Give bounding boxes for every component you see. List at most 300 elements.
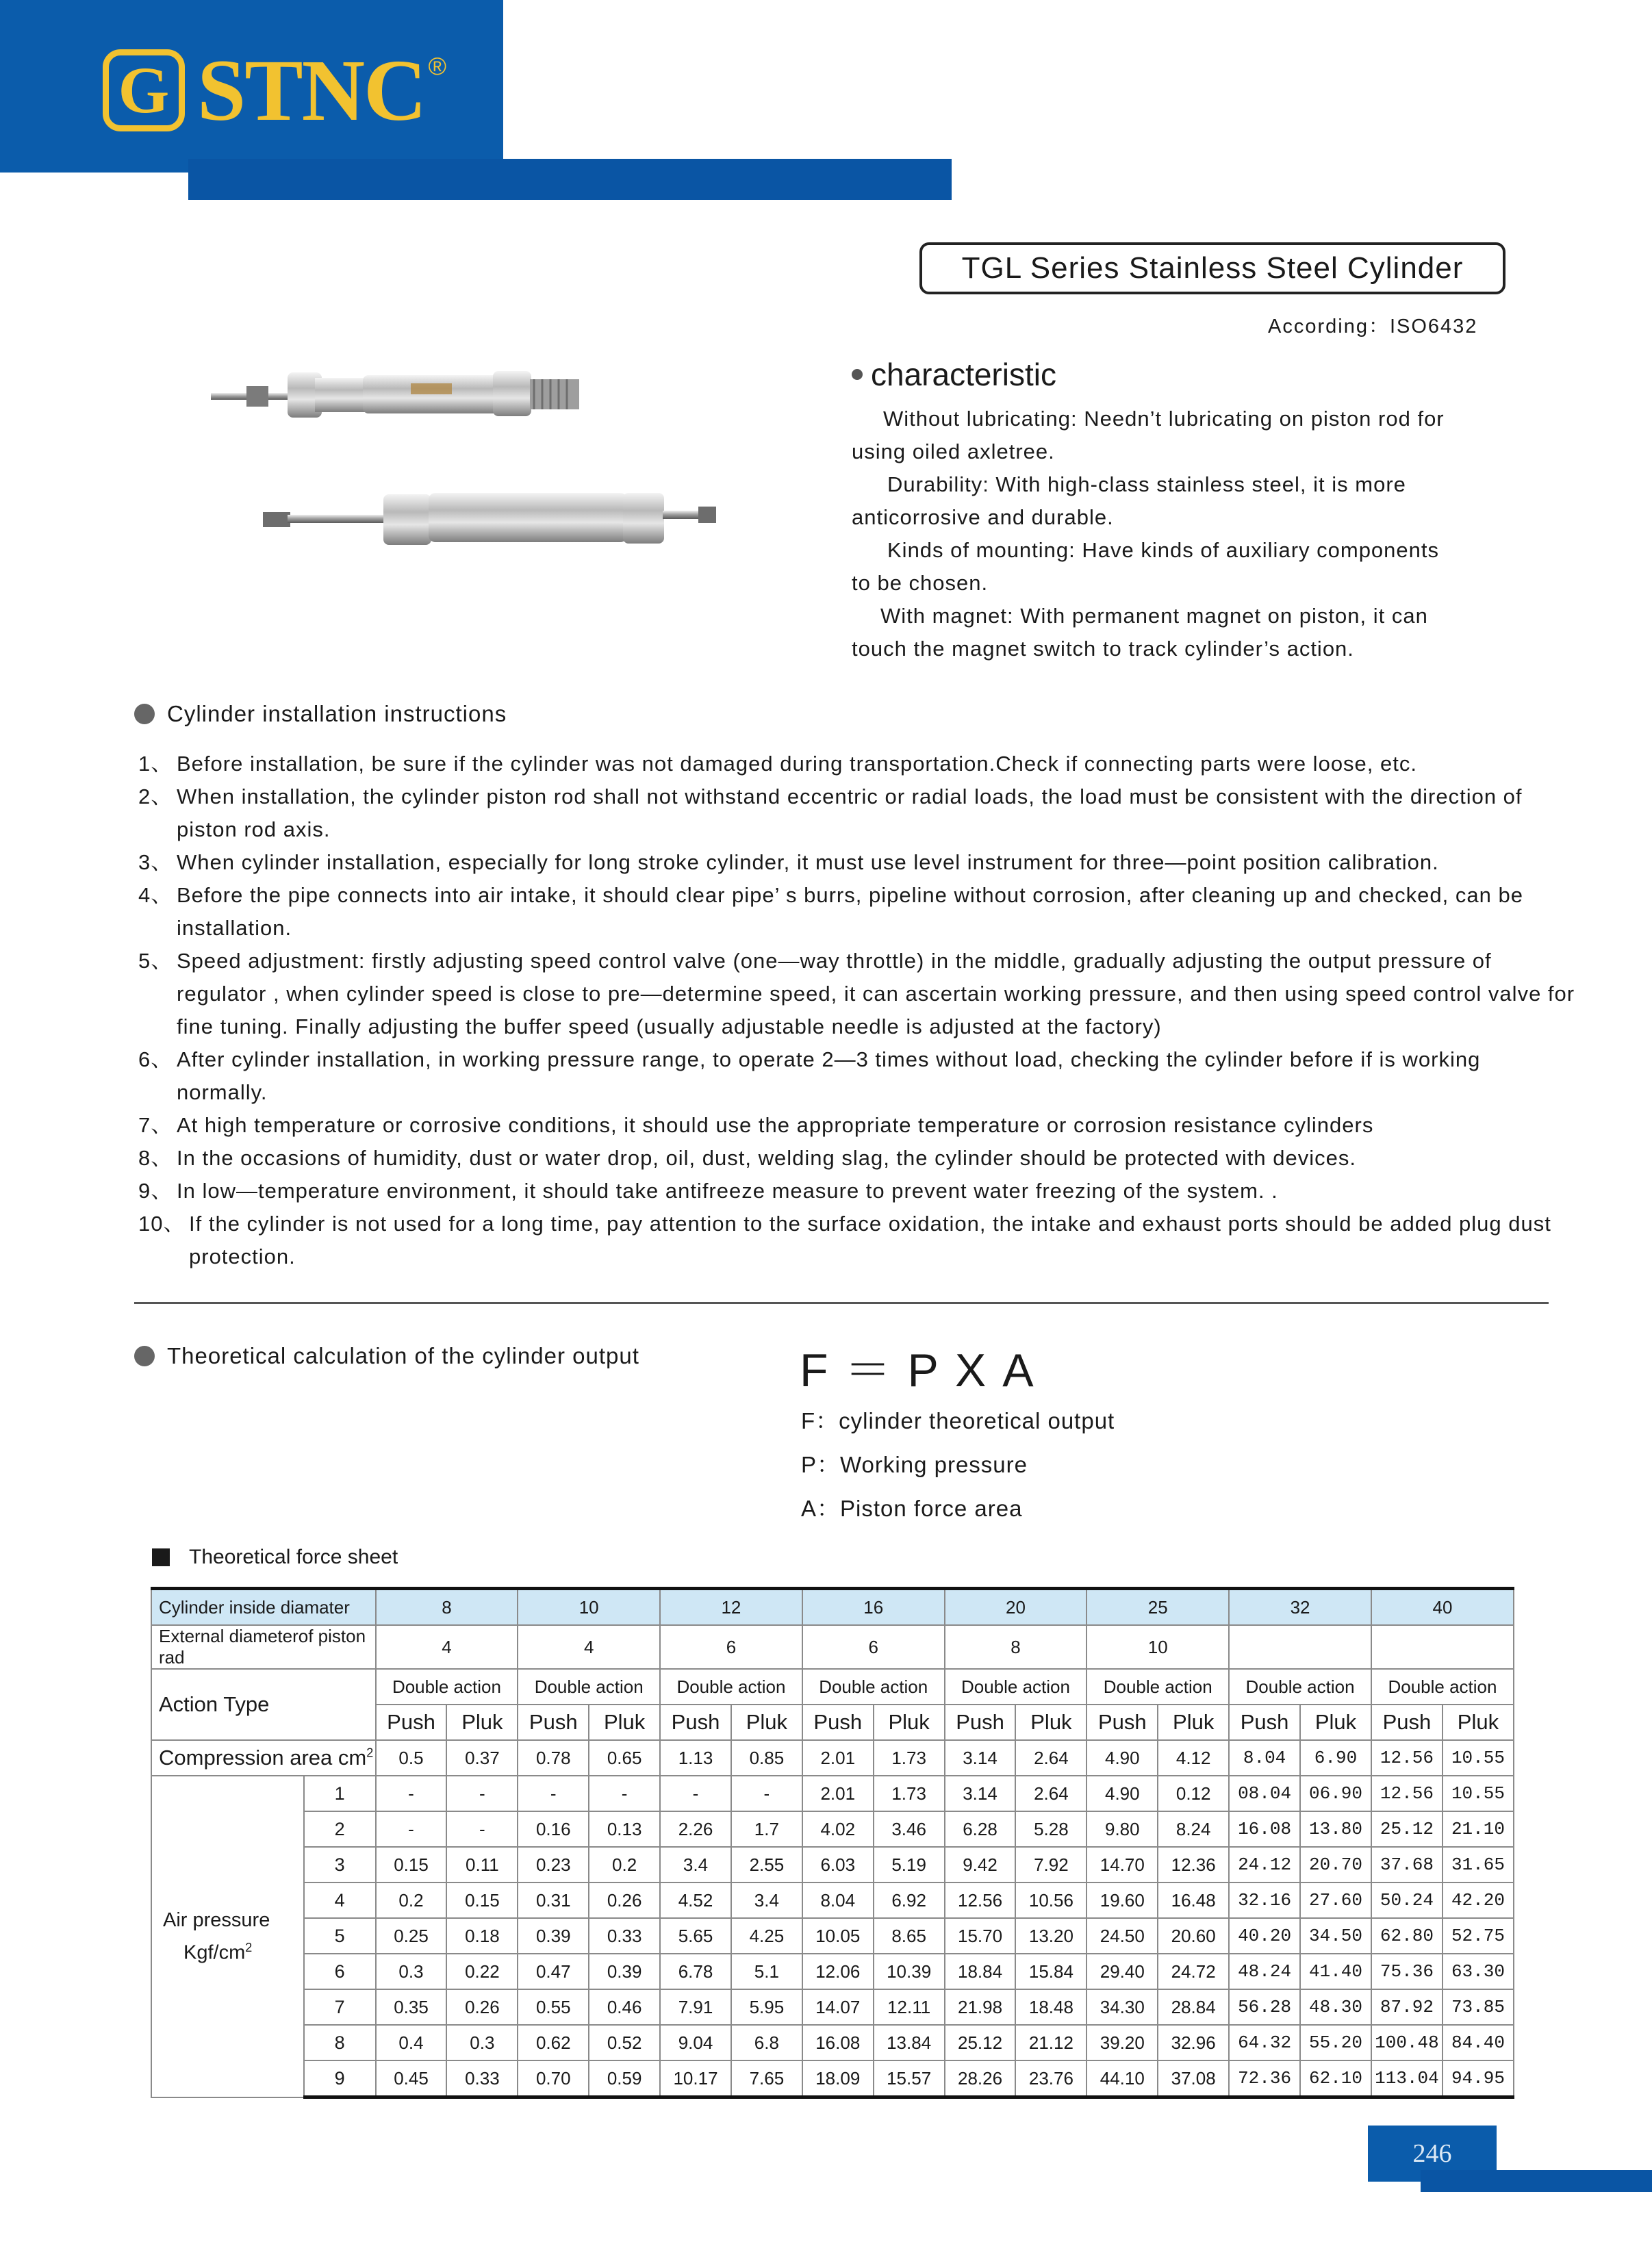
force-table — [151, 1587, 1514, 2099]
force-value: 0.39 — [589, 1954, 660, 1989]
force-value: 15.70 — [945, 1918, 1016, 1954]
rod-diameter-cell: 10 — [1086, 1625, 1229, 1669]
item-number: 5、 — [138, 949, 173, 973]
force-value: 42.20 — [1443, 1882, 1514, 1918]
force-value: 64.32 — [1229, 2025, 1300, 2060]
force-value: 8.24 — [1158, 1811, 1229, 1847]
pressure-value: 2 — [304, 1811, 376, 1847]
air-pressure-unit-text: Kgf/cm — [183, 1941, 246, 1964]
force-value: 2.55 — [731, 1847, 802, 1882]
item-number: 7、 — [138, 1113, 173, 1137]
force-value: 5.95 — [731, 1989, 802, 2025]
force-value: 3.4 — [660, 1847, 731, 1882]
diameter-cell: 20 — [945, 1589, 1087, 1626]
air-pressure-text: Air pressure — [163, 1909, 270, 1931]
force-formula: F＝PXA — [800, 1344, 1050, 1396]
characteristic-heading-text: characteristic — [871, 357, 1056, 392]
area-value: 0.5 — [376, 1740, 447, 1776]
pluk-header: Pluk — [1158, 1705, 1229, 1740]
force-value: 7.65 — [731, 2060, 802, 2097]
force-value: 6.8 — [731, 2025, 802, 2060]
force-value: 8.04 — [802, 1882, 874, 1918]
item-text: If the cylinder is not used for a long time, pay attention to the surface oxidation, the intake and exhaust ports should be added plug dust protection. — [189, 1212, 1551, 1268]
force-value: 6.28 — [945, 1811, 1016, 1847]
pluk-header: Pluk — [446, 1705, 518, 1740]
bullet-icon — [852, 369, 863, 380]
item-text: After cylinder installation, in working pressure range, to operate 2—3 times without load, checking the cylinder before if is working normally. — [177, 1047, 1481, 1104]
area-value: 2.64 — [1015, 1740, 1086, 1776]
action-type-cell: Double action — [376, 1669, 518, 1705]
table-row — [151, 1589, 1514, 1626]
characteristic-heading — [852, 356, 1056, 393]
list-item — [138, 1142, 1576, 1175]
force-value: 0.26 — [589, 1882, 660, 1918]
characteristic-line: to be chosen. — [852, 571, 989, 595]
item-text: Before the pipe connects into air intake, it should clear pipe’ s burrs, pipeline without corrosion, after cleaning up and checked, can be installation. — [177, 883, 1523, 940]
pluk-header: Pluk — [1015, 1705, 1086, 1740]
stnc-logo — [103, 42, 446, 139]
area-value: 1.13 — [660, 1740, 731, 1776]
installation-heading-text: Cylinder installation instructions — [167, 701, 507, 726]
push-header: Push — [518, 1705, 589, 1740]
force-sheet-title-text: Theoretical force sheet — [189, 1546, 398, 1568]
area-value: 4.12 — [1158, 1740, 1229, 1776]
action-type-cell: Double action — [1371, 1669, 1514, 1705]
force-value: - — [446, 1776, 518, 1811]
force-value: 24.12 — [1229, 1847, 1300, 1882]
action-type-cell: Double action — [1229, 1669, 1371, 1705]
air-pressure-unit — [163, 1934, 303, 1967]
table-row — [151, 1811, 1514, 1847]
force-value: 27.60 — [1300, 1882, 1371, 1918]
table-row — [151, 2025, 1514, 2060]
section-divider — [134, 1302, 1549, 1304]
force-value: 24.72 — [1158, 1954, 1229, 1989]
diameter-cell: 16 — [802, 1589, 945, 1626]
diameter-cell: 8 — [376, 1589, 518, 1626]
force-value: 1.7 — [731, 1811, 802, 1847]
force-value: 4.25 — [731, 1918, 802, 1954]
table-row — [151, 1954, 1514, 1989]
area-value: 0.37 — [446, 1740, 518, 1776]
force-value: 14.70 — [1086, 1847, 1158, 1882]
force-value: 0.33 — [589, 1918, 660, 1954]
force-value: 0.22 — [446, 1954, 518, 1989]
item-text: In the occasions of humidity, dust or water drop, oil, dust, welding slag, the cylinder should be protected with devices. — [177, 1146, 1356, 1170]
force-value: 28.84 — [1158, 1989, 1229, 2025]
push-header: Push — [1086, 1705, 1158, 1740]
footer-bar — [1421, 2170, 1652, 2192]
force-value: 10.05 — [802, 1918, 874, 1954]
force-value: 15.84 — [1015, 1954, 1086, 1989]
force-value: 18.84 — [945, 1954, 1016, 1989]
area-value: 3.14 — [945, 1740, 1016, 1776]
pressure-value: 8 — [304, 2025, 376, 2060]
characteristic-line: Kinds of mounting: Have kinds of auxiliary components — [887, 538, 1440, 562]
force-value: 0.52 — [589, 2025, 660, 2060]
force-value: 3.14 — [945, 1776, 1016, 1811]
force-value: 31.65 — [1443, 1847, 1514, 1882]
force-value: 5.1 — [731, 1954, 802, 1989]
pluk-header: Pluk — [731, 1705, 802, 1740]
force-value: 9.42 — [945, 1847, 1016, 1882]
push-header: Push — [376, 1705, 447, 1740]
force-value: 0.25 — [376, 1918, 447, 1954]
item-number: 1、 — [138, 752, 173, 776]
force-value: 10.17 — [660, 2060, 731, 2097]
force-value: 12.06 — [802, 1954, 874, 1989]
list-item — [138, 846, 1576, 879]
force-value: 100.48 — [1371, 2025, 1443, 2060]
force-value: 1.73 — [874, 1776, 945, 1811]
force-value: 0.15 — [446, 1882, 518, 1918]
force-value: 48.24 — [1229, 1954, 1300, 1989]
item-text: In low—temperature environment, it should take antifreeze measure to prevent water freezing of the system. . — [177, 1179, 1278, 1203]
force-value: 63.30 — [1443, 1954, 1514, 1989]
force-value: 113.04 — [1371, 2060, 1443, 2097]
row-label-compression-area — [151, 1740, 376, 1776]
force-value: 0.31 — [518, 1882, 589, 1918]
force-value: 62.10 — [1300, 2060, 1371, 2097]
force-value: 52.75 — [1443, 1918, 1514, 1954]
force-value: 18.48 — [1015, 1989, 1086, 2025]
item-number: 8、 — [138, 1146, 173, 1170]
force-value: 08.04 — [1229, 1776, 1300, 1811]
force-value: 21.12 — [1015, 2025, 1086, 2060]
list-item — [138, 1208, 1576, 1273]
area-value: 0.78 — [518, 1740, 589, 1776]
rod-diameter-cell: 6 — [802, 1625, 945, 1669]
force-value: 5.65 — [660, 1918, 731, 1954]
force-value: 7.91 — [660, 1989, 731, 2025]
force-value: 12.36 — [1158, 1847, 1229, 1882]
force-value: 15.57 — [874, 2060, 945, 2097]
rod-diameter-cell: 4 — [376, 1625, 518, 1669]
action-type-cell: Double action — [518, 1669, 660, 1705]
force-value: - — [446, 1811, 518, 1847]
force-value: 8.65 — [874, 1918, 945, 1954]
area-value: 2.01 — [802, 1740, 874, 1776]
diameter-cell: 32 — [1229, 1589, 1371, 1626]
force-value: 3.4 — [731, 1882, 802, 1918]
force-value: 6.78 — [660, 1954, 731, 1989]
force-value: 16.08 — [802, 2025, 874, 2060]
force-value: - — [589, 1776, 660, 1811]
force-value: 0.33 — [446, 2060, 518, 2097]
installation-heading — [134, 701, 507, 727]
table-row — [151, 1882, 1514, 1918]
rod-diameter-cell — [1371, 1625, 1514, 1669]
force-value: 48.30 — [1300, 1989, 1371, 2025]
action-type-cell: Double action — [802, 1669, 945, 1705]
rod-diameter-cell: 8 — [945, 1625, 1087, 1669]
action-type-cell: Double action — [945, 1669, 1087, 1705]
diameter-cell: 25 — [1086, 1589, 1229, 1626]
force-value: 32.96 — [1158, 2025, 1229, 2060]
force-value: 21.98 — [945, 1989, 1016, 2025]
area-value: 12.56 — [1371, 1740, 1443, 1776]
force-value: 0.12 — [1158, 1776, 1229, 1811]
force-value: 12.56 — [1371, 1776, 1443, 1811]
item-number: 6、 — [138, 1047, 173, 1071]
force-value: 75.36 — [1371, 1954, 1443, 1989]
characteristic-line: touch the magnet switch to track cylinder’s action. — [852, 637, 1354, 661]
force-value: 40.20 — [1229, 1918, 1300, 1954]
force-value: 20.70 — [1300, 1847, 1371, 1882]
force-value: 84.40 — [1443, 2025, 1514, 2060]
pressure-value: 6 — [304, 1954, 376, 1989]
force-value: 10.56 — [1015, 1882, 1086, 1918]
force-value: 41.40 — [1300, 1954, 1371, 1989]
force-value: 16.48 — [1158, 1882, 1229, 1918]
force-value: 7.92 — [1015, 1847, 1086, 1882]
force-value: 18.09 — [802, 2060, 874, 2097]
air-pressure-unit-sup: 2 — [245, 1940, 253, 1954]
force-value: 4.02 — [802, 1811, 874, 1847]
force-value: 94.95 — [1443, 2060, 1514, 2097]
table-row — [151, 1847, 1514, 1882]
pressure-value: 1 — [304, 1776, 376, 1811]
formula-legend-p: P：Working pressure — [801, 1452, 1028, 1477]
item-text: When installation, the cylinder piston rod shall not withstand eccentric or radial loads, the load must be consistent with the direction of piston rod axis. — [177, 784, 1523, 841]
cylinder-product-image-2 — [260, 474, 726, 556]
pressure-value: 9 — [304, 2060, 376, 2097]
force-table-body — [151, 1589, 1514, 2097]
list-item — [138, 1175, 1576, 1208]
logo-text: STNC — [197, 42, 426, 139]
force-value: 37.68 — [1371, 1847, 1443, 1882]
item-number: 10、 — [138, 1212, 186, 1236]
action-type-cell: Double action — [1086, 1669, 1229, 1705]
force-value: 32.16 — [1229, 1882, 1300, 1918]
force-value: 87.92 — [1371, 1989, 1443, 2025]
force-value: 16.08 — [1229, 1811, 1300, 1847]
pluk-header: Pluk — [874, 1705, 945, 1740]
cylinder-product-image-1 — [205, 348, 589, 437]
force-value: 0.55 — [518, 1989, 589, 2025]
force-value: - — [731, 1776, 802, 1811]
pressure-value: 5 — [304, 1918, 376, 1954]
table-row — [151, 2060, 1514, 2097]
characteristic-line: Durability: With high-class stainless steel, it is more — [887, 472, 1406, 496]
table-row — [151, 1625, 1514, 1669]
compression-area-unit-sup: 2 — [366, 1746, 374, 1760]
area-value: 8.04 — [1229, 1740, 1300, 1776]
force-value: - — [376, 1811, 447, 1847]
force-value: 56.28 — [1229, 1989, 1300, 2025]
diameter-cell: 40 — [1371, 1589, 1514, 1626]
force-value: 9.80 — [1086, 1811, 1158, 1847]
rod-diameter-cell: 6 — [660, 1625, 802, 1669]
diameter-cell: 10 — [518, 1589, 660, 1626]
registered-mark: ® — [428, 52, 446, 80]
force-value: 2.26 — [660, 1811, 731, 1847]
force-value: 10.39 — [874, 1954, 945, 1989]
force-value: 0.4 — [376, 2025, 447, 2060]
item-number: 4、 — [138, 883, 173, 907]
pressure-value: 4 — [304, 1882, 376, 1918]
force-value: 0.39 — [518, 1918, 589, 1954]
item-text: When cylinder installation, especially for long stroke cylinder, it must use level instrument for three—point position calibration. — [177, 850, 1439, 874]
logo-mark-icon: G — [103, 49, 185, 131]
force-value: 13.20 — [1015, 1918, 1086, 1954]
force-value: 25.12 — [1371, 1811, 1443, 1847]
list-item — [138, 748, 1576, 780]
force-value: 0.47 — [518, 1954, 589, 1989]
item-number: 9、 — [138, 1179, 173, 1203]
force-value: 6.03 — [802, 1847, 874, 1882]
force-value: 55.20 — [1300, 2025, 1371, 2060]
force-value: 06.90 — [1300, 1776, 1371, 1811]
square-bullet-icon — [152, 1548, 170, 1566]
diameter-cell: 12 — [660, 1589, 802, 1626]
row-label-inside-diameter: Cylinder inside diamater — [151, 1589, 376, 1626]
force-value: 0.2 — [589, 1847, 660, 1882]
push-header: Push — [660, 1705, 731, 1740]
push-header: Push — [1371, 1705, 1443, 1740]
page-number: 246 — [1368, 2126, 1497, 2182]
force-value: 2.01 — [802, 1776, 874, 1811]
list-item — [138, 945, 1576, 1043]
pluk-header: Pluk — [1443, 1705, 1514, 1740]
standard-reference: According：ISO6432 — [1268, 316, 1478, 337]
force-value: 0.11 — [446, 1847, 518, 1882]
pressure-value: 7 — [304, 1989, 376, 2025]
item-text: At high temperature or corrosive conditions, it should use the appropriate temperature or corrosion resistance cylinders — [177, 1113, 1374, 1137]
force-value: 12.11 — [874, 1989, 945, 2025]
force-value: 62.80 — [1371, 1918, 1443, 1954]
force-value: 0.62 — [518, 2025, 589, 2060]
force-value: 2.64 — [1015, 1776, 1086, 1811]
force-value: 0.16 — [518, 1811, 589, 1847]
force-value: - — [376, 1776, 447, 1811]
characteristic-text — [852, 403, 1523, 665]
installation-list — [138, 748, 1576, 1273]
force-value: 34.30 — [1086, 1989, 1158, 2025]
force-value: 39.20 — [1086, 2025, 1158, 2060]
force-value: - — [660, 1776, 731, 1811]
force-value: 14.07 — [802, 1989, 874, 2025]
action-type-cell: Double action — [660, 1669, 802, 1705]
characteristic-line: anticorrosive and durable. — [852, 505, 1114, 529]
force-value: 10.55 — [1443, 1776, 1514, 1811]
force-value: 3.46 — [874, 1811, 945, 1847]
force-value: 73.85 — [1443, 1989, 1514, 2025]
push-header: Push — [802, 1705, 874, 1740]
force-value: 29.40 — [1086, 1954, 1158, 1989]
formula-legend-a: A：Piston force area — [801, 1496, 1023, 1521]
force-value: 20.60 — [1158, 1918, 1229, 1954]
rod-diameter-cell: 4 — [518, 1625, 660, 1669]
list-item — [138, 1109, 1576, 1142]
force-value: 24.50 — [1086, 1918, 1158, 1954]
characteristic-line: Without lubricating: Needn’t lubricating on piston rod for — [883, 407, 1445, 431]
table-row — [151, 1740, 1514, 1776]
force-value: 0.70 — [518, 2060, 589, 2097]
force-value: 4.90 — [1086, 1776, 1158, 1811]
force-value: 0.2 — [376, 1882, 447, 1918]
compression-area-label: Compression area cm — [159, 1746, 367, 1770]
force-sheet-title — [152, 1546, 398, 1569]
item-text: Before installation, be sure if the cylinder was not damaged during transportation.Check if connecting parts were loose, etc. — [177, 752, 1417, 776]
pressure-value: 3 — [304, 1847, 376, 1882]
force-value: 12.56 — [945, 1882, 1016, 1918]
rod-diameter-cell — [1229, 1625, 1371, 1669]
force-value: 13.84 — [874, 2025, 945, 2060]
characteristic-line: With magnet: With permanent magnet on piston, it can — [880, 604, 1428, 628]
force-value: 6.92 — [874, 1882, 945, 1918]
force-value: 0.59 — [589, 2060, 660, 2097]
list-item — [138, 1043, 1576, 1109]
pluk-header: Pluk — [589, 1705, 660, 1740]
force-value: 23.76 — [1015, 2060, 1086, 2097]
calculation-heading-text: Theoretical calculation of the cylinder output — [167, 1343, 639, 1368]
force-value: 13.80 — [1300, 1811, 1371, 1847]
calculation-heading — [134, 1343, 639, 1369]
page-title: TGL Series Stainless Steel Cylinder — [919, 242, 1505, 294]
row-label-rod-diameter: External diameterof piston rad — [151, 1625, 376, 1669]
force-value: 0.3 — [376, 1954, 447, 1989]
force-value: 25.12 — [945, 2025, 1016, 2060]
force-value: 0.15 — [376, 1847, 447, 1882]
force-value: 19.60 — [1086, 1882, 1158, 1918]
item-number: 3、 — [138, 850, 173, 874]
force-value: 4.52 — [660, 1882, 731, 1918]
table-row — [151, 1918, 1514, 1954]
table-row — [151, 1989, 1514, 2025]
force-value: 9.04 — [660, 2025, 731, 2060]
brand-header-bar — [188, 159, 952, 200]
force-value: 44.10 — [1086, 2060, 1158, 2097]
area-value: 1.73 — [874, 1740, 945, 1776]
force-value: 5.19 — [874, 1847, 945, 1882]
table-row — [151, 1669, 1514, 1705]
force-value: 0.35 — [376, 1989, 447, 2025]
list-item — [138, 780, 1576, 846]
pluk-header: Pluk — [1300, 1705, 1371, 1740]
force-value: 5.28 — [1015, 1811, 1086, 1847]
force-value: 37.08 — [1158, 2060, 1229, 2097]
push-header: Push — [945, 1705, 1016, 1740]
force-value: 28.26 — [945, 2060, 1016, 2097]
force-value: 72.36 — [1229, 2060, 1300, 2097]
force-value: 0.46 — [589, 1989, 660, 2025]
characteristic-line: using oiled axletree. — [852, 439, 1055, 463]
force-value: 0.13 — [589, 1811, 660, 1847]
force-value: 0.26 — [446, 1989, 518, 2025]
item-number: 2、 — [138, 784, 173, 808]
force-value: 34.50 — [1300, 1918, 1371, 1954]
table-row — [151, 1776, 1514, 1811]
force-value: 21.10 — [1443, 1811, 1514, 1847]
bullet-icon — [134, 704, 155, 724]
item-text: Speed adjustment: firstly adjusting speed control valve (one—way throttle) in the middle, gradually adjusting the output pressure of regulator , when cylinder speed is close to pre—determine speed, it can ascertain working pressure, and then using speed control valve for fine tuning. Finally adjusting the buffer speed (usually adjustable needle is adjusted at the factory) — [177, 949, 1575, 1038]
area-value: 10.55 — [1443, 1740, 1514, 1776]
force-value: 0.45 — [376, 2060, 447, 2097]
area-value: 4.90 — [1086, 1740, 1158, 1776]
force-value: 0.3 — [446, 2025, 518, 2060]
area-value: 6.90 — [1300, 1740, 1371, 1776]
air-pressure-label — [151, 1776, 304, 2097]
push-header: Push — [1229, 1705, 1300, 1740]
force-value: 50.24 — [1371, 1882, 1443, 1918]
bullet-icon — [134, 1346, 155, 1366]
area-value: 0.85 — [731, 1740, 802, 1776]
force-value: - — [518, 1776, 589, 1811]
force-value: 0.23 — [518, 1847, 589, 1882]
list-item — [138, 879, 1576, 945]
area-value: 0.65 — [589, 1740, 660, 1776]
